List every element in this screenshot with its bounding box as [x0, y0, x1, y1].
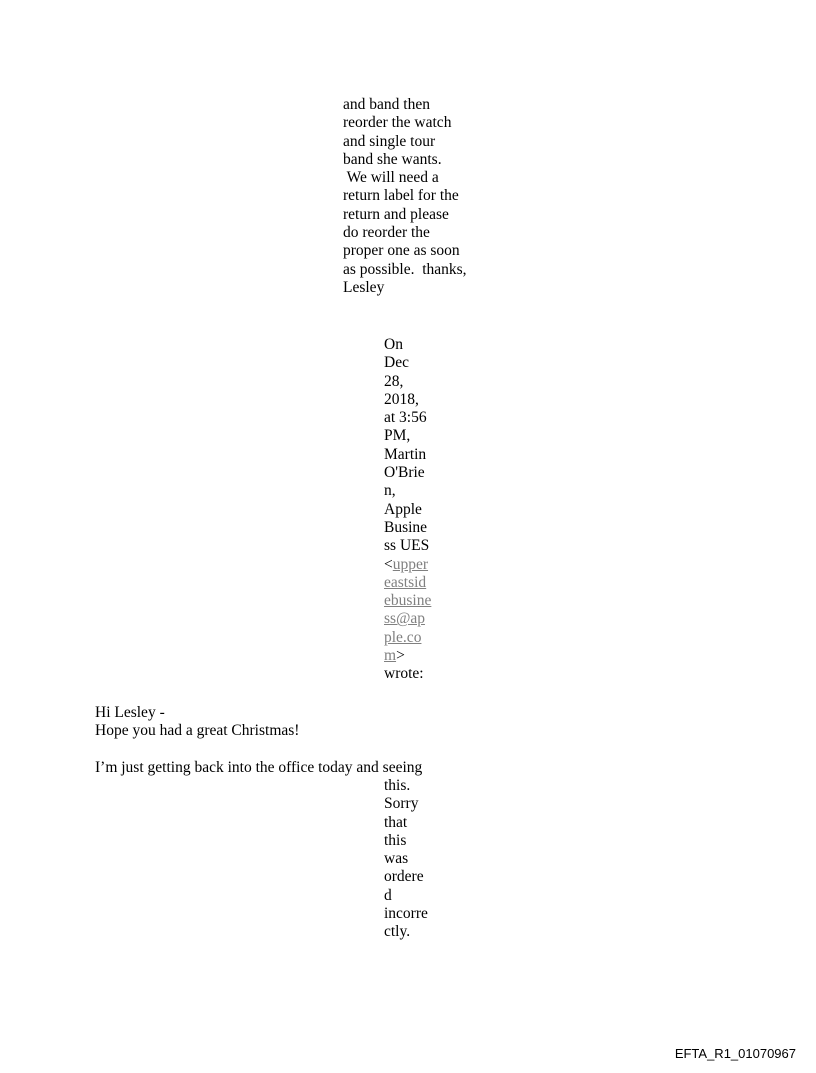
email-link[interactable]: ss@ap: [384, 610, 425, 628]
reply-text-block: [343, 96, 467, 297]
text-line: and single tour: [343, 132, 436, 150]
open-bracket: <: [384, 555, 393, 573]
spacer: [95, 741, 422, 759]
email-link[interactable]: eastsid: [384, 573, 427, 591]
text-line: Lesley: [343, 278, 385, 296]
text-line: We will need a: [343, 169, 439, 187]
document-id: EFTA_R1_01070967: [674, 1046, 796, 1061]
email-link[interactable]: upper: [392, 555, 429, 573]
email-line[interactable]: [384, 610, 431, 628]
text-line: do reorder the: [343, 224, 430, 242]
text-line: this: [384, 831, 407, 849]
greeting-line: Hope you had a great Christmas!: [95, 722, 300, 740]
text-line: ordere: [384, 868, 424, 886]
text-line: wrote:: [384, 665, 424, 683]
text-line: was: [384, 850, 409, 868]
text-line: Apple: [384, 500, 422, 518]
text-line: ctly.: [384, 923, 411, 941]
greeting-line: Hi Lesley -: [95, 704, 165, 721]
email-line[interactable]: [384, 629, 431, 647]
text-line: d: [384, 886, 392, 904]
email-line[interactable]: [384, 647, 431, 665]
close-bracket: >: [396, 647, 405, 665]
text-line: this.: [384, 777, 411, 794]
text-line: O'Brie: [384, 464, 425, 482]
email-line[interactable]: [384, 574, 431, 592]
greeting-block: [95, 704, 422, 777]
text-line: band she wants.: [343, 150, 442, 168]
quoted-header-block: [384, 336, 431, 684]
email-line[interactable]: [384, 592, 431, 610]
text-line: as possible. thanks,: [343, 260, 467, 278]
text-line: that: [384, 813, 408, 831]
text-line: Busine: [384, 518, 428, 536]
text-line: n,: [384, 482, 396, 500]
text-line: at 3:56: [384, 409, 427, 427]
text-line: 2018,: [384, 390, 419, 408]
text-line: ss UES: [384, 537, 430, 555]
apology-text-block: [384, 777, 428, 942]
text-line: incorre: [384, 905, 428, 923]
text-line: PM,: [384, 427, 411, 445]
email-line[interactable]: [384, 556, 431, 574]
email-link[interactable]: ple.co: [384, 628, 422, 646]
text-line: Dec: [384, 354, 409, 372]
text-line: Martin: [384, 445, 427, 463]
text-line: proper one as soon: [343, 242, 460, 260]
email-link[interactable]: ebusine: [384, 592, 432, 610]
text-line: return and please: [343, 205, 449, 223]
text-line: Sorry: [384, 795, 419, 813]
text-line: return label for the: [343, 187, 459, 205]
text-line: 28,: [384, 372, 404, 390]
text-line: and band then: [343, 96, 430, 113]
email-link[interactable]: m: [384, 647, 397, 665]
greeting-line: I’m just getting back into the office today and seeing: [95, 758, 423, 776]
text-line: On: [384, 336, 403, 353]
text-line: reorder the watch: [343, 114, 452, 132]
